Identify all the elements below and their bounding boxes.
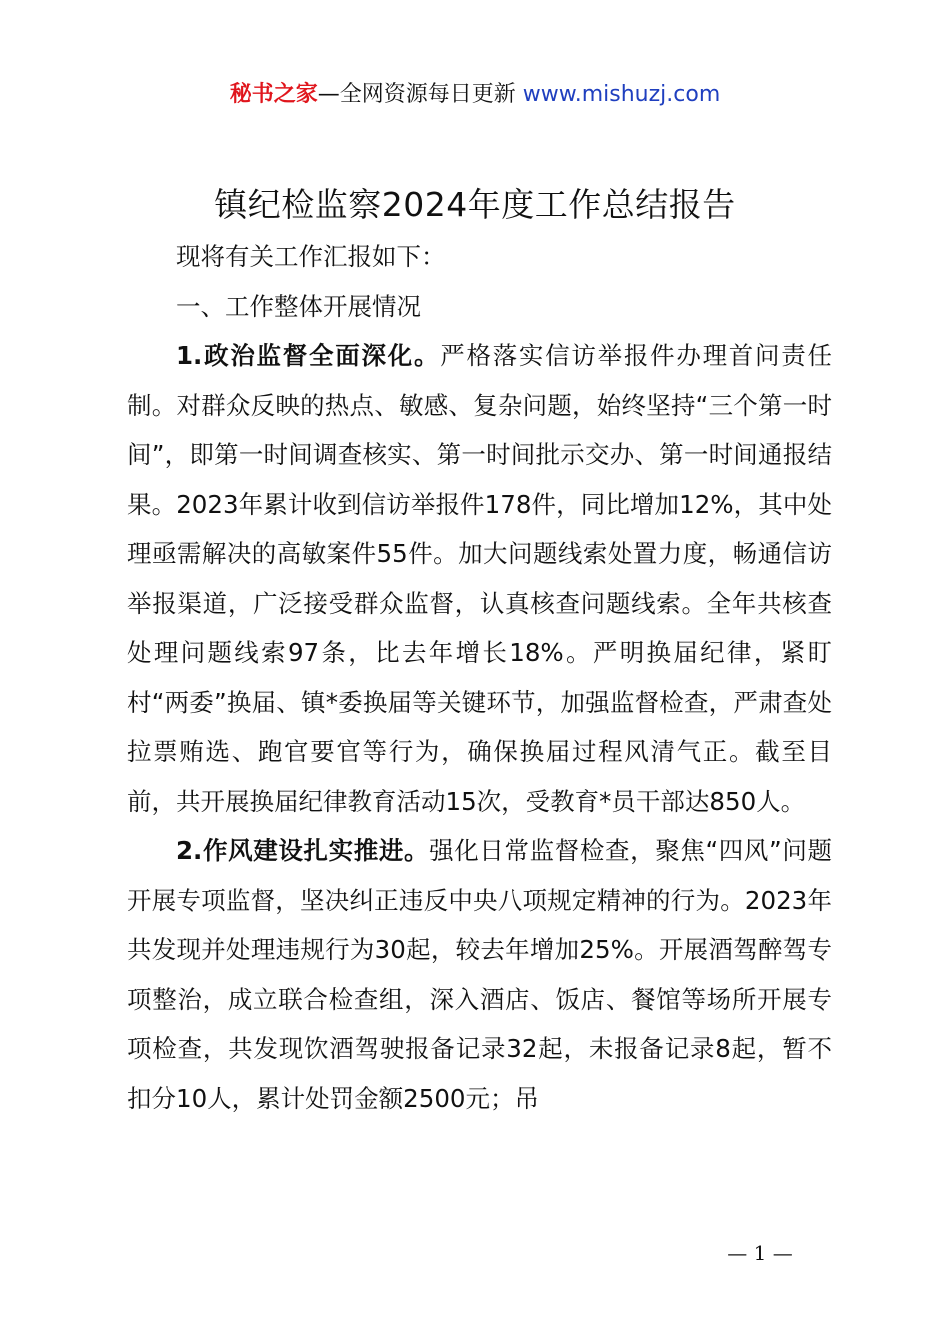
slogan: —全网资源每日更新	[317, 82, 523, 107]
paragraph-lead: 1.政治监督全面深化。	[176, 341, 441, 370]
brand-name: 秘书之家	[229, 82, 318, 107]
site-url[interactable]: www.mishuzj.com	[522, 82, 721, 107]
paragraph-text: 强化日常监督检查，聚焦“四风”问题开展专项监督，坚决纠正违反中央八项规定精神的行为。2023年共发现并处理违规行为30起，较去年增加25%。开展酒驾醉驾专项整治，成立联合检查组，深入酒店、饭店、餐馆等场所开展专项检查，共发现饮酒驾驶报备记录32起，未报备记录8起，暂不扣分10人，累计处罚金额2500元；吊	[127, 836, 832, 1113]
paragraph-lead: 2.作风建设扎实推进。	[176, 836, 430, 865]
page-number: — 1 —	[727, 1241, 793, 1265]
paragraph-text: 严格落实信访举报件办理首问责任制。对群众反映的热点、敏感、复杂问题，始终坚持“三个第一时间”，即第一时间调查核实、第一时间批示交办、第一时间通报结果。2023年累计收到信访举报件178件，同比增加12%，其中处理亟需解决的高敏案件55件。加大问题线索处置力度，畅通信访举报渠道，广泛接受群众监督，认真核查问题线索。全年共核查处理问题线索97条，比去年增长18%。严明换届纪律，紧盯村“两委”换届、镇*委换届等关键环节，加强监督检查，严肃查处拉票贿选、跑官要官等行为，确保换届过程风清气正。截至目前，共开展换届纪律教育活动15次，受教育*员干部达850人。	[127, 341, 833, 816]
paragraph-political-supervision	[127, 331, 832, 826]
paragraph-work-style	[127, 826, 832, 1123]
document-title: 镇纪检监察2024年度工作总结报告	[214, 185, 736, 224]
document-body	[127, 232, 832, 1123]
site-header	[0, 80, 950, 110]
intro-paragraph: 现将有关工作汇报如下：	[176, 242, 446, 271]
section-heading: 一、工作整体开展情况	[176, 291, 421, 321]
